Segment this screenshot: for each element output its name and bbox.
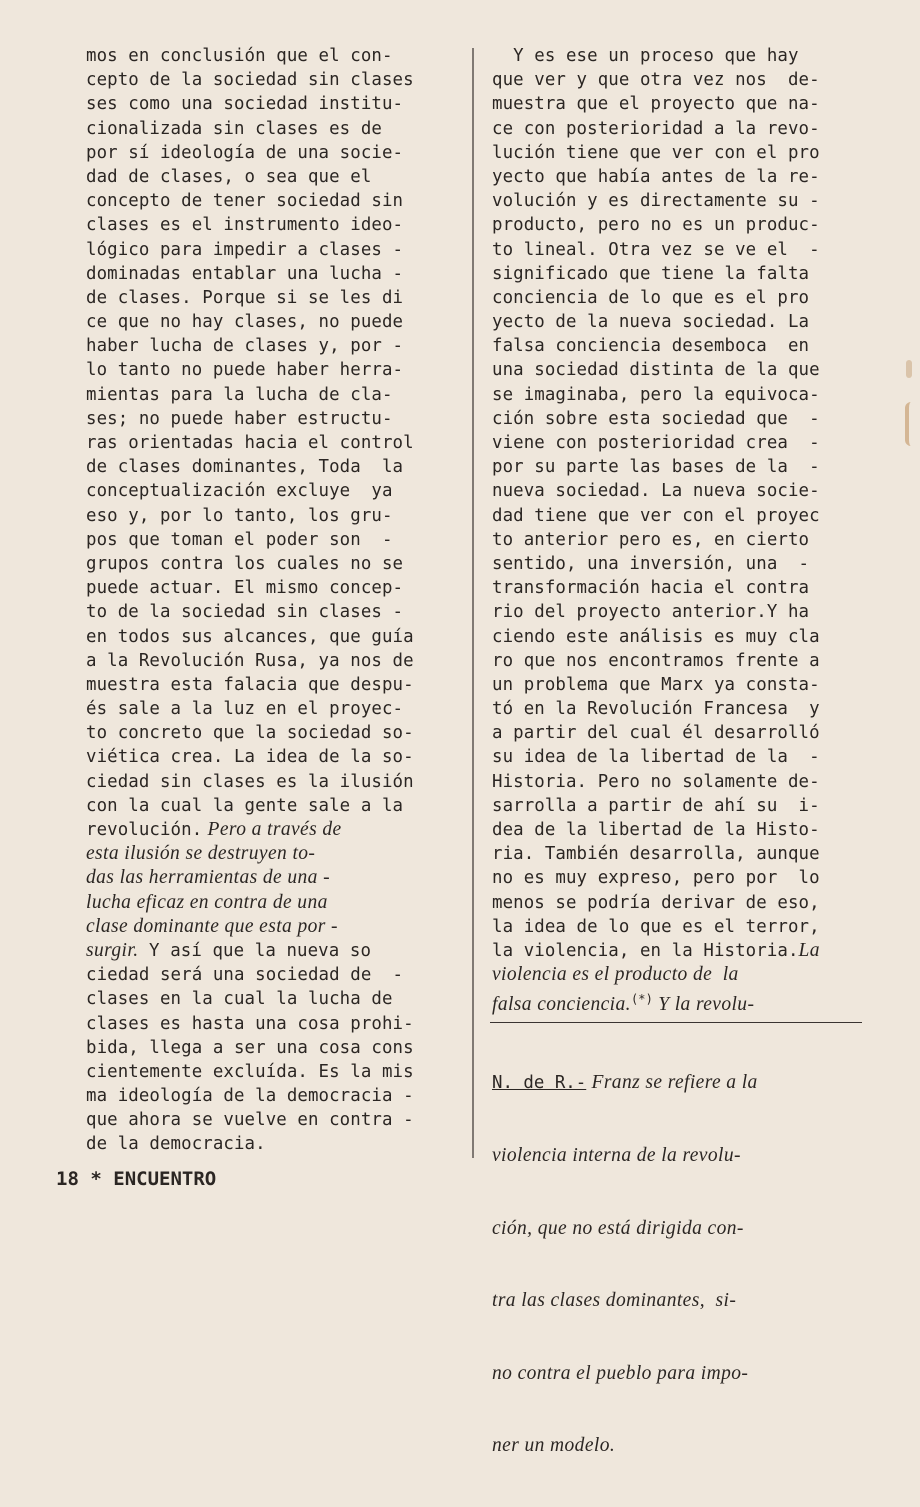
text-line <box>492 794 870 818</box>
text-segment: viene con posterioridad crea - <box>492 433 820 453</box>
footnote-marker: (*) <box>630 992 653 1007</box>
text-segment: su idea de la libertad de la - <box>492 747 820 768</box>
text-line <box>492 963 870 987</box>
text-segment: viética crea. La idea de la so- <box>86 747 414 768</box>
text-line <box>492 915 870 939</box>
text-segment: dominadas entablar una lucha - <box>86 263 404 284</box>
text-segment: yecto de la nueva sociedad. La <box>492 312 810 333</box>
text-line <box>86 963 454 987</box>
text-segment: das las herramientas de una - <box>86 867 330 889</box>
text-segment: ce con posterioridad a la revo- <box>492 118 820 139</box>
text-line <box>86 576 454 600</box>
text-line <box>86 141 454 165</box>
text-segment: falsa conciencia desemboca en <box>492 336 810 357</box>
text-segment: esta ilusión se destruyen to- <box>86 843 316 865</box>
text-segment: ses como una sociedad institu- <box>86 94 404 115</box>
text-line <box>86 1084 454 1108</box>
text-line <box>86 479 454 503</box>
paper-stain <box>905 402 920 446</box>
text-segment: to concreto que la sociedad so- <box>86 723 414 744</box>
text-segment: menos se podría derivar de eso, <box>492 892 820 913</box>
text-line <box>86 1036 454 1060</box>
text-segment: ras orientadas hacia el control <box>86 433 414 453</box>
text-line <box>86 213 454 237</box>
text-segment: revolución. <box>86 820 203 840</box>
text-segment: ciedad sin clases es la ilusión <box>86 771 414 792</box>
text-segment: sarrolla a partir de ahí su i- <box>492 795 820 816</box>
italic-segment: La <box>798 939 820 961</box>
text-line <box>492 189 870 213</box>
text-line <box>492 165 870 189</box>
text-segment: to anterior pero es, en cierto <box>492 529 810 550</box>
text-line <box>492 92 870 116</box>
note-line: Franz se refiere a la <box>586 1072 758 1094</box>
text-line <box>86 600 454 624</box>
text-segment: clases en la cual la lucha de <box>86 989 393 1010</box>
text-segment: Y así que la nueva so <box>138 940 372 961</box>
text-line <box>86 334 454 358</box>
text-segment: significado que tiene la falta <box>492 263 810 284</box>
text-segment: clases es el instrumento ideo- <box>86 215 404 236</box>
text-segment: que ahora se vuelve en contra - <box>86 1110 414 1131</box>
text-line <box>86 745 454 769</box>
text-line <box>492 383 870 407</box>
text-line <box>492 673 870 697</box>
italic-segment: surgir. <box>86 939 139 961</box>
text-segment: dad tiene que ver con el proyec <box>492 505 820 526</box>
text-line <box>492 44 870 68</box>
text-line <box>492 939 870 963</box>
text-segment: en todos sus alcances, que guía <box>86 626 414 647</box>
text-segment: ma ideología de la democracia - <box>86 1086 414 1107</box>
text-line <box>86 891 454 915</box>
text-segment: conceptualización excluye ya <box>86 481 393 502</box>
text-segment: dad de clases, o sea que el <box>86 166 372 187</box>
text-segment: cientemente excluída. Es la mis <box>86 1061 414 1082</box>
text-line <box>492 117 870 141</box>
text-segment: violencia es el producto de la <box>492 964 739 986</box>
text-segment: ciedad será una sociedad de - <box>86 965 404 986</box>
text-segment: de clases dominantes, Toda la <box>86 457 404 478</box>
text-line <box>492 407 870 431</box>
text-line <box>86 866 454 890</box>
text-segment: puede actuar. El mismo concep- <box>86 578 404 599</box>
note-label: N. de R.- <box>492 1073 587 1094</box>
text-segment: ro que nos encontramos frente a <box>492 650 820 671</box>
text-segment: sentido, una inversión, una - <box>492 553 810 574</box>
text-line <box>492 504 870 528</box>
text-line <box>492 552 870 576</box>
text-line <box>492 576 870 600</box>
note-line: ner un modelo. <box>492 1435 616 1457</box>
text-line <box>492 286 870 310</box>
text-line <box>492 238 870 262</box>
text-segment: transformación hacia el contra <box>492 578 810 599</box>
page-footer <box>56 1168 216 1190</box>
text-segment: no es muy expreso, pero por lo <box>492 868 820 889</box>
text-segment: mos en conclusión que el con- <box>86 46 393 66</box>
text-line <box>86 68 454 92</box>
text-line <box>492 625 870 649</box>
text-line <box>86 1060 454 1084</box>
text-segment: lógico para impedir a clases - <box>86 239 404 260</box>
text-segment: muestra esta falacia que despu- <box>86 674 414 695</box>
text-line <box>86 625 454 649</box>
text-segment: Y es ese un proceso que hay <box>492 46 799 66</box>
text-segment: concepto de tener sociedad sin <box>86 191 404 212</box>
text-line <box>86 552 454 576</box>
text-segment: de clases. Porque si se les di <box>86 287 404 308</box>
text-segment: ria. También desarrolla, aunque <box>492 844 820 865</box>
text-line <box>492 770 870 794</box>
text-line <box>86 1108 454 1132</box>
text-line <box>492 68 870 92</box>
text-line <box>86 431 454 455</box>
text-line <box>492 310 870 334</box>
text-line <box>86 262 454 286</box>
text-line <box>492 528 870 552</box>
right-column <box>492 44 870 1016</box>
text-segment: con la cual la gente sale a la <box>86 795 404 816</box>
text-segment: a partir del cual él desarrolló <box>492 723 820 744</box>
text-segment: yecto que había antes de la re- <box>492 166 820 187</box>
text-segment: ción sobre esta sociedad que - <box>492 408 820 429</box>
editor-note <box>492 1023 870 1507</box>
text-segment: grupos contra los cuales no se <box>86 553 404 574</box>
text-segment: muestra que el proyecto que na- <box>492 94 820 115</box>
text-line <box>492 262 870 286</box>
text-segment: lucha eficaz en contra de una <box>86 891 328 913</box>
text-line <box>86 358 454 382</box>
text-segment: rio del proyecto anterior.Y ha <box>492 602 810 623</box>
text-segment: por sí ideología de una socie- <box>86 142 404 163</box>
text-line <box>86 1012 454 1036</box>
text-segment: la violencia, en la Historia. <box>492 940 799 961</box>
text-segment: volución y es directamente su - <box>492 191 820 212</box>
page-number: 18 <box>56 1168 79 1190</box>
text-segment: bida, llega a ser una cosa cons <box>86 1037 414 1058</box>
text-line <box>86 92 454 116</box>
text-line <box>492 721 870 745</box>
text-segment: conciencia de lo que es el pro <box>492 287 810 308</box>
text-line <box>492 842 870 866</box>
text-line <box>492 213 870 237</box>
text-line <box>86 1132 454 1156</box>
text-line <box>86 286 454 310</box>
text-segment: a la Revolución Rusa, ya nos de <box>86 650 414 671</box>
text-line <box>86 383 454 407</box>
text-line <box>492 697 870 721</box>
text-segment: mientas para la lucha de cla- <box>86 384 393 405</box>
text-segment: por su parte las bases de la - <box>492 457 820 478</box>
text-line <box>86 697 454 721</box>
text-segment: que ver y que otra vez nos de- <box>492 70 820 91</box>
text-line <box>492 987 870 1016</box>
text-segment: lución tiene que ver con el pro <box>492 142 820 163</box>
text-line <box>86 310 454 334</box>
text-line <box>86 504 454 528</box>
text-segment: cionalizada sin clases es de <box>86 118 382 139</box>
text-line <box>86 455 454 479</box>
text-line <box>86 189 454 213</box>
text-line <box>86 117 454 141</box>
text-line <box>492 431 870 455</box>
text-line <box>86 673 454 697</box>
text-segment: producto, pero no es un produc- <box>492 215 820 236</box>
text-line <box>492 334 870 358</box>
text-segment: és sale a la luz en el proyec- <box>86 699 404 720</box>
text-line <box>86 939 454 963</box>
text-line <box>86 44 454 68</box>
text-line <box>492 745 870 769</box>
text-line <box>492 866 870 890</box>
text-segment: haber lucha de clases y, por - <box>86 336 404 357</box>
footer-separator: * <box>90 1168 102 1190</box>
text-segment: tó en la Revolución Francesa y <box>492 699 820 720</box>
text-line <box>86 770 454 794</box>
text-line <box>492 141 870 165</box>
text-line <box>492 479 870 503</box>
text-line <box>86 238 454 262</box>
text-segment: nueva sociedad. La nueva socie- <box>492 481 820 502</box>
text-segment: clases es hasta una cosa prohi- <box>86 1013 414 1034</box>
text-line <box>492 818 870 842</box>
text-segment: clase dominante que esta por - <box>86 915 338 937</box>
text-line <box>86 915 454 939</box>
text-segment: una sociedad distinta de la que <box>492 360 820 381</box>
note-line: tra las clases dominantes, si- <box>492 1290 737 1312</box>
text-segment: la idea de lo que es el terror, <box>492 916 820 937</box>
text-segment: cepto de la sociedad sin clases <box>86 70 414 91</box>
text-line <box>86 649 454 673</box>
text-segment: un problema que Marx ya consta- <box>492 674 820 695</box>
text-segment: ses; no puede haber estructu- <box>86 408 393 429</box>
text-line <box>86 818 454 842</box>
text-line <box>492 891 870 915</box>
text-segment: ciendo este análisis es muy cla <box>492 626 820 647</box>
text-line <box>86 794 454 818</box>
text-line <box>86 407 454 431</box>
text-line <box>86 842 454 866</box>
text-segment: ce que no hay clases, no puede <box>86 312 404 333</box>
text-segment: lo tanto no puede haber herra- <box>86 360 404 381</box>
paper-stain <box>906 360 912 378</box>
text-segment: de la democracia. <box>86 1134 266 1155</box>
italic-segment: Pero a través de <box>202 819 342 840</box>
text-line <box>492 358 870 382</box>
text-segment: Historia. Pero no solamente de- <box>492 771 820 792</box>
text-segment: to lineal. Otra vez se ve el - <box>492 239 820 260</box>
column-divider <box>472 48 474 1158</box>
text-line <box>86 528 454 552</box>
text-segment: se imaginaba, pero la equivoca- <box>492 384 820 405</box>
note-line: ción, que no está dirigida con- <box>492 1217 744 1239</box>
note-line: no contra el pueblo para impo- <box>492 1362 749 1384</box>
text-line <box>492 455 870 479</box>
text-segment: to de la sociedad sin clases - <box>86 602 404 623</box>
text-segment: Y la revolu- <box>652 994 755 1016</box>
left-column <box>86 44 454 1157</box>
text-line <box>492 600 870 624</box>
note-line: violencia interna de la revolu- <box>492 1145 741 1166</box>
text-line <box>86 987 454 1011</box>
publication-name: ENCUENTRO <box>113 1168 217 1190</box>
text-segment: dea de la libertad de la Histo- <box>492 820 820 840</box>
text-segment: pos que toman el poder son - <box>86 529 393 550</box>
text-segment: eso y, por lo tanto, los gru- <box>86 505 393 526</box>
text-line <box>86 721 454 745</box>
italic-segment: falsa conciencia. <box>492 994 631 1016</box>
text-line <box>86 165 454 189</box>
text-line <box>492 649 870 673</box>
